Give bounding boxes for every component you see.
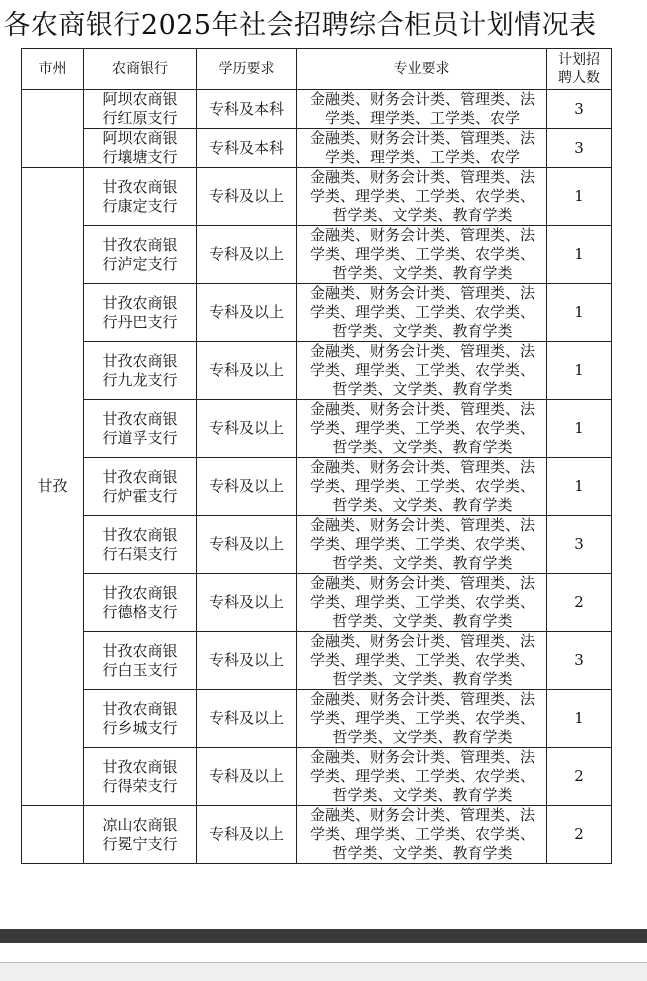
- education-cell: 专科及以上: [197, 226, 297, 284]
- city-cell: [22, 90, 84, 168]
- major-cell: 金融类、财务会计类、管理类、法学类、理学类、工学类、农学类、哲学类、文学类、教育学类: [297, 748, 547, 806]
- major-cell: 金融类、财务会计类、管理类、法学类、理学类、工学类、农学类、哲学类、文学类、教育学类: [297, 632, 547, 690]
- count-cell: 3: [547, 90, 612, 129]
- education-cell: 专科及以上: [197, 748, 297, 806]
- table-row: [22, 168, 612, 226]
- header-major: 专业要求: [297, 49, 547, 90]
- count-cell: 3: [547, 516, 612, 574]
- education-cell: 专科及以上: [197, 400, 297, 458]
- next-page-edge: [0, 962, 647, 981]
- bank-cell: 甘孜农商银行康定支行: [84, 168, 197, 226]
- bank-cell: 甘孜农商银行乡城支行: [84, 690, 197, 748]
- count-cell: 1: [547, 168, 612, 226]
- table-row: [22, 690, 612, 748]
- page-divider-band: [0, 929, 647, 943]
- bank-cell: 甘孜农商银行石渠支行: [84, 516, 197, 574]
- bank-cell: 甘孜农商银行得荣支行: [84, 748, 197, 806]
- major-cell: 金融类、财务会计类、管理类、法学类、理学类、工学类、农学类、哲学类、文学类、教育学类: [297, 690, 547, 748]
- education-cell: 专科及以上: [197, 574, 297, 632]
- bank-cell: 甘孜农商银行白玉支行: [84, 632, 197, 690]
- bank-cell: 甘孜农商银行德格支行: [84, 574, 197, 632]
- count-cell: 1: [547, 400, 612, 458]
- bank-cell: 甘孜农商银行道孚支行: [84, 400, 197, 458]
- major-cell: 金融类、财务会计类、管理类、法学类、理学类、工学类、农学类、哲学类、文学类、教育学类: [297, 226, 547, 284]
- header-city: 市州: [22, 49, 84, 90]
- city-cell: 甘孜: [22, 168, 84, 806]
- table-header-row: [22, 49, 612, 90]
- count-cell: 2: [547, 748, 612, 806]
- education-cell: 专科及以上: [197, 168, 297, 226]
- recruitment-plan-table: [21, 48, 612, 864]
- major-cell: 金融类、财务会计类、管理类、法学类、理学类、工学类、农学类、哲学类、文学类、教育学类: [297, 516, 547, 574]
- count-cell: 1: [547, 690, 612, 748]
- count-cell: 1: [547, 284, 612, 342]
- table-row: [22, 458, 612, 516]
- table-row: [22, 129, 612, 168]
- education-cell: 专科及以上: [197, 632, 297, 690]
- bank-cell: 甘孜农商银行炉霍支行: [84, 458, 197, 516]
- header-bank: 农商银行: [84, 49, 197, 90]
- count-cell: 1: [547, 342, 612, 400]
- major-cell: 金融类、财务会计类、管理类、法学类、理学类、工学类、农学类、哲学类、文学类、教育学类: [297, 574, 547, 632]
- table-row: [22, 342, 612, 400]
- table-row: [22, 806, 612, 864]
- table-row: [22, 574, 612, 632]
- major-cell: 金融类、财务会计类、管理类、法学类、理学类、工学类、农学类、哲学类、文学类、教育学类: [297, 342, 547, 400]
- table-row: [22, 284, 612, 342]
- count-cell: 3: [547, 129, 612, 168]
- page-title: 各农商银行2025年社会招聘综合柜员计划情况表: [3, 10, 597, 41]
- count-cell: 3: [547, 632, 612, 690]
- count-cell: 2: [547, 574, 612, 632]
- major-cell: 金融类、财务会计类、管理类、法学类、理学类、工学类、农学类、哲学类、文学类、教育学类: [297, 400, 547, 458]
- table-row: [22, 400, 612, 458]
- bank-cell: 甘孜农商银行九龙支行: [84, 342, 197, 400]
- major-cell: 金融类、财务会计类、管理类、法学类、理学类、工学类、农学类、哲学类、文学类、教育学类: [297, 168, 547, 226]
- count-cell: 2: [547, 806, 612, 864]
- table-row: [22, 632, 612, 690]
- table-row: [22, 748, 612, 806]
- header-count: 计划招聘人数: [547, 49, 612, 90]
- major-cell: 金融类、财务会计类、管理类、法学类、理学类、工学类、农学类、哲学类、文学类、教育学类: [297, 806, 547, 864]
- education-cell: 专科及以上: [197, 806, 297, 864]
- education-cell: 专科及以上: [197, 516, 297, 574]
- education-cell: 专科及以上: [197, 284, 297, 342]
- education-cell: 专科及以上: [197, 690, 297, 748]
- count-cell: 1: [547, 458, 612, 516]
- bank-cell: 阿坝农商银行红原支行: [84, 90, 197, 129]
- count-cell: 1: [547, 226, 612, 284]
- major-cell: 金融类、财务会计类、管理类、法学类、理学类、工学类、农学类、哲学类、文学类、教育学类: [297, 284, 547, 342]
- education-cell: 专科及本科: [197, 129, 297, 168]
- major-cell: 金融类、财务会计类、管理类、法学类、理学类、工学类、农学类、哲学类、文学类、教育学类: [297, 458, 547, 516]
- bank-cell: 凉山农商银行冕宁支行: [84, 806, 197, 864]
- header-education: 学历要求: [197, 49, 297, 90]
- table-row: [22, 90, 612, 129]
- city-cell: [22, 806, 84, 864]
- major-cell: 金融类、财务会计类、管理类、法学类、理学类、工学类、农学: [297, 90, 547, 129]
- education-cell: 专科及以上: [197, 458, 297, 516]
- table-row: [22, 226, 612, 284]
- education-cell: 专科及以上: [197, 342, 297, 400]
- table-row: [22, 516, 612, 574]
- major-cell: 金融类、财务会计类、管理类、法学类、理学类、工学类、农学: [297, 129, 547, 168]
- bank-cell: 阿坝农商银行壤塘支行: [84, 129, 197, 168]
- education-cell: 专科及本科: [197, 90, 297, 129]
- bank-cell: 甘孜农商银行泸定支行: [84, 226, 197, 284]
- bank-cell: 甘孜农商银行丹巴支行: [84, 284, 197, 342]
